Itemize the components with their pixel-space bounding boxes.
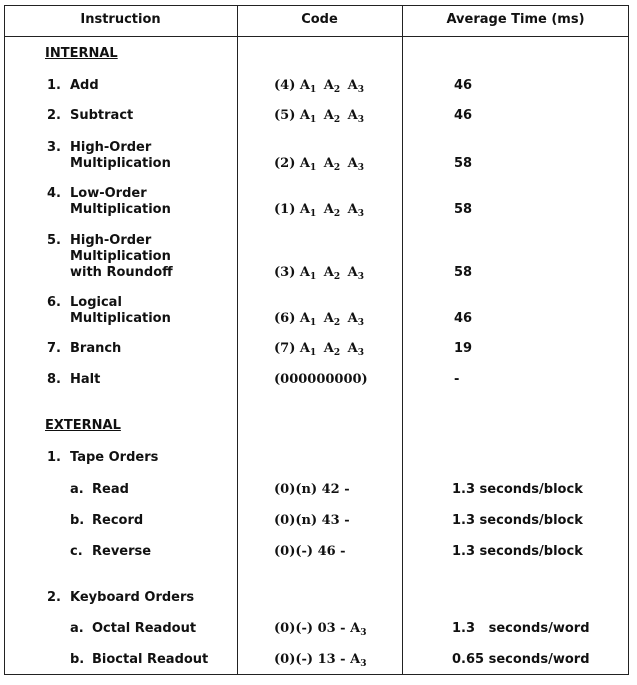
instruction-label: Logical bbox=[70, 295, 122, 310]
instruction-code: (5) $A_1$ $A_2$ $A_3$ bbox=[274, 108, 365, 125]
instruction-label: Low-Order bbox=[70, 186, 147, 201]
item-label: Reverse bbox=[92, 544, 152, 559]
group-number: 2. bbox=[47, 590, 61, 605]
instruction-time: 58 bbox=[454, 156, 473, 171]
header-average-time: Average Time (ms) bbox=[446, 12, 585, 27]
item-label: Octal Readout bbox=[92, 621, 197, 636]
instruction-code: (6) $A_1$ $A_2$ $A_3$ bbox=[274, 311, 365, 328]
column-divider-2 bbox=[402, 5, 403, 675]
item-time: 1.3 seconds/block bbox=[452, 544, 583, 559]
instruction-time: 46 bbox=[454, 78, 473, 93]
instruction-time: 46 bbox=[454, 311, 473, 326]
instruction-label: Multiplication bbox=[70, 311, 171, 326]
row-number: 1. bbox=[47, 78, 61, 93]
instruction-time: 58 bbox=[454, 202, 473, 217]
item-letter: b. bbox=[70, 652, 85, 667]
instruction-code: (000000000) bbox=[274, 372, 368, 387]
item-letter: a. bbox=[70, 482, 84, 497]
group-number: 1. bbox=[47, 450, 61, 465]
instruction-code: (2) $A_1$ $A_2$ $A_3$ bbox=[274, 156, 365, 173]
instruction-label: with Roundoff bbox=[70, 265, 173, 280]
section-external-title: EXTERNAL bbox=[45, 418, 121, 433]
item-time: 1.3 seconds/block bbox=[452, 482, 583, 497]
instruction-label: Multiplication bbox=[70, 249, 171, 264]
row-number: 6. bbox=[47, 295, 61, 310]
row-number: 3. bbox=[47, 140, 61, 155]
group-label: Tape Orders bbox=[70, 450, 159, 465]
instruction-code: (4) $A_1$ $A_2$ $A_3$ bbox=[274, 78, 365, 95]
row-number: 5. bbox=[47, 233, 61, 248]
item-time: 1.3 seconds/word bbox=[452, 621, 590, 636]
item-label: Bioctal Readout bbox=[92, 652, 209, 667]
instruction-time: 58 bbox=[454, 265, 473, 280]
row-number: 2. bbox=[47, 108, 61, 123]
item-letter: b. bbox=[70, 513, 85, 528]
item-label: Record bbox=[92, 513, 144, 528]
row-number: 7. bbox=[47, 341, 61, 356]
row-number: 8. bbox=[47, 372, 61, 387]
item-code: (0)(-) 46 - bbox=[274, 544, 346, 559]
header-divider bbox=[4, 36, 629, 37]
instruction-label: Subtract bbox=[70, 108, 134, 123]
header-instruction: Instruction bbox=[80, 12, 161, 27]
item-code: (0)(-) $03 - A_3$ bbox=[274, 621, 367, 638]
header-code: Code bbox=[301, 12, 338, 27]
instruction-label: Halt bbox=[70, 372, 101, 387]
instruction-label: Multiplication bbox=[70, 202, 171, 217]
item-code: (0)(n) 43 - bbox=[274, 513, 350, 528]
table-border bbox=[4, 5, 629, 675]
group-label: Keyboard Orders bbox=[70, 590, 195, 605]
item-code: (0)(-) $13 - A_3$ bbox=[274, 652, 367, 669]
item-code: (0)(n) 42 - bbox=[274, 482, 350, 497]
instruction-time: 46 bbox=[454, 108, 473, 123]
row-number: 4. bbox=[47, 186, 61, 201]
item-time: 1.3 seconds/block bbox=[452, 513, 583, 528]
instruction-code: (1) $A_1$ $A_2$ $A_3$ bbox=[274, 202, 365, 219]
instruction-time: 19 bbox=[454, 341, 473, 356]
column-divider-1 bbox=[237, 5, 238, 675]
instruction-code: (7) $A_1$ $A_2$ $A_3$ bbox=[274, 341, 365, 358]
item-time: 0.65 seconds/word bbox=[452, 652, 590, 667]
item-letter: a. bbox=[70, 621, 84, 636]
instruction-time: - bbox=[454, 372, 460, 387]
instruction-label: High-Order bbox=[70, 140, 152, 155]
instruction-label: Add bbox=[70, 78, 99, 93]
section-internal-title: INTERNAL bbox=[45, 46, 118, 61]
instruction-code: (3) $A_1$ $A_2$ $A_3$ bbox=[274, 265, 365, 282]
instruction-label: High-Order bbox=[70, 233, 152, 248]
item-label: Read bbox=[92, 482, 129, 497]
instruction-label: Multiplication bbox=[70, 156, 171, 171]
instruction-label: Branch bbox=[70, 341, 122, 356]
item-letter: c. bbox=[70, 544, 83, 559]
